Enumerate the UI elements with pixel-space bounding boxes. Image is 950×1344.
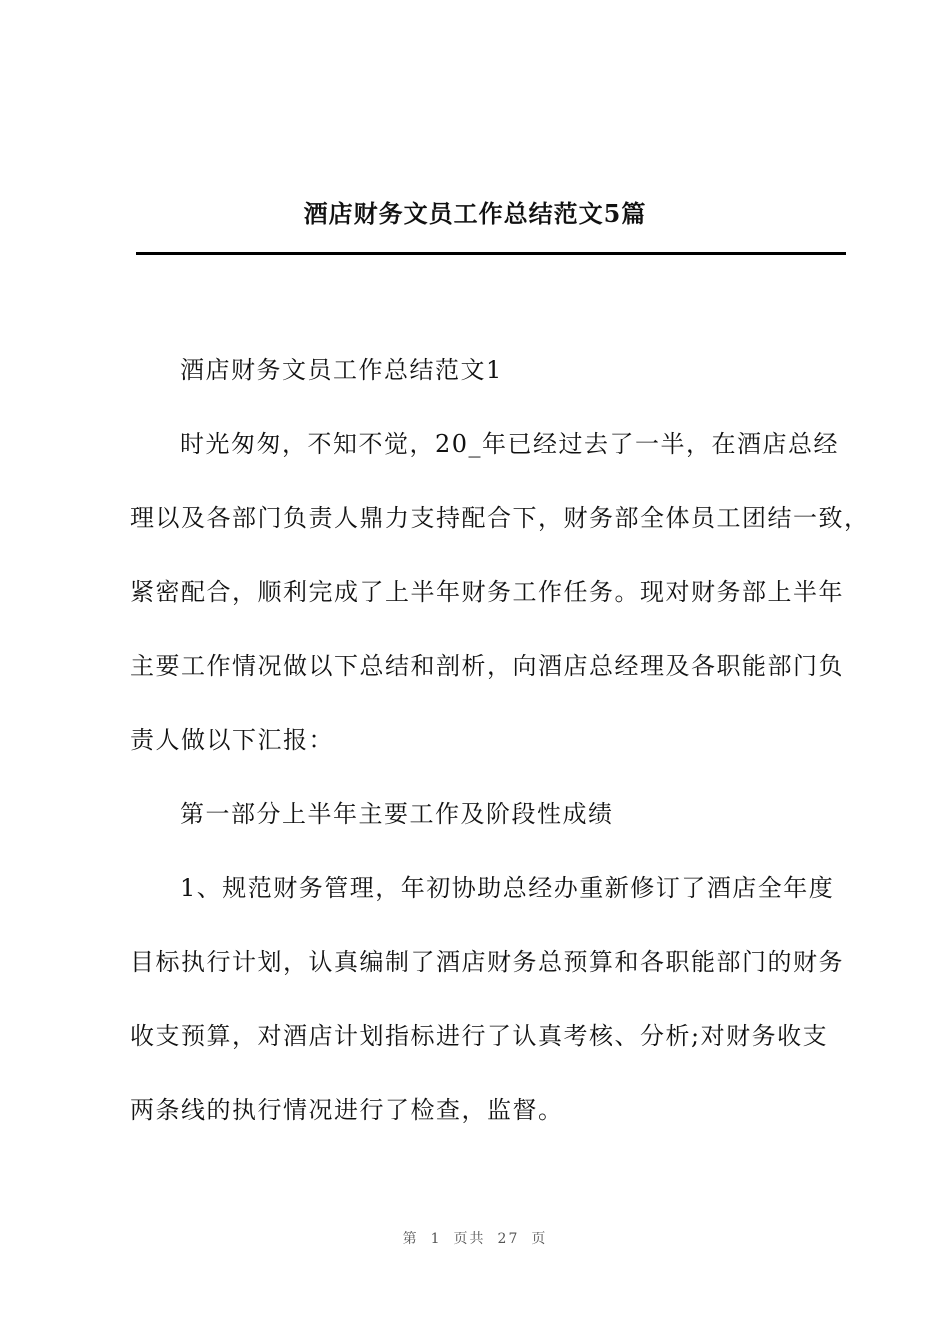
paragraph-line: 主要工作情况做以下总结和剖析，向酒店总经理及各职能部门负: [130, 652, 844, 680]
paragraph-line: 两条线的执行情况进行了检查，监督。: [130, 1096, 564, 1124]
document-title: 酒店财务文员工作总结范文5篇: [303, 199, 647, 228]
page-footer: [0, 1228, 950, 1248]
title-divider: [136, 252, 846, 255]
section-heading: 酒店财务文员工作总结范文1: [180, 356, 503, 384]
paragraph-line: 收支预算，对酒店计划指标进行了认真考核、分析;对财务收支: [130, 1022, 829, 1050]
paragraph-line: 责人做以下汇报：: [130, 726, 334, 754]
footer-page-number: 1: [430, 1231, 442, 1247]
paragraph-line: 理以及各部门负责人鼎力支持配合下，财务部全体员工团结一致，: [130, 504, 870, 532]
section-heading: 第一部分上半年主要工作及阶段性成绩: [180, 800, 614, 828]
footer-suffix: 页: [531, 1231, 548, 1247]
paragraph-line: 时光匆匆，不知不觉，20_年已经过去了一半，在酒店总经: [180, 430, 840, 458]
footer-middle: 页共: [453, 1231, 486, 1247]
paragraph-line: 紧密配合，顺利完成了上半年财务工作任务。现对财务部上半年: [130, 578, 844, 606]
paragraph-line: 目标执行计划，认真编制了酒店财务总预算和各职能部门的财务: [130, 948, 844, 976]
footer-total-pages: 27: [497, 1231, 520, 1247]
paragraph-line: 1、规范财务管理，年初协助总经办重新修订了酒店全年度: [180, 874, 835, 902]
footer-prefix: 第: [402, 1231, 419, 1247]
